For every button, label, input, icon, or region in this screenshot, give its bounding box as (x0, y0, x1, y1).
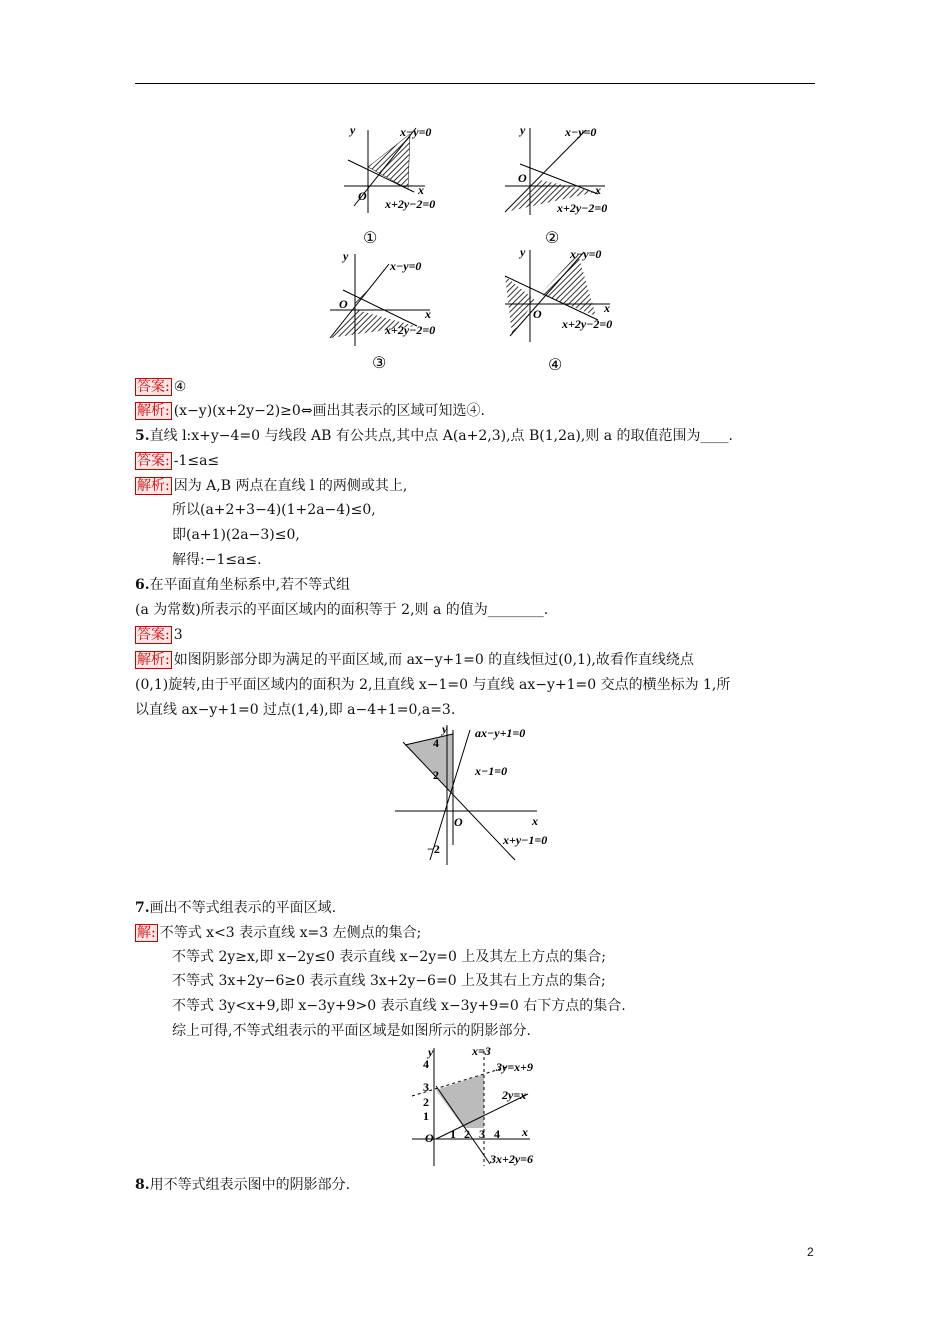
analysis-tag: 解析: (137, 652, 170, 668)
q7-sol-5: 综上可得,不等式组表示的平面区域是如图所示的阴影部分. (172, 1023, 531, 1039)
q5-answer (135, 451, 219, 471)
q7-sol-1 (135, 923, 421, 943)
f3-eq1: x−y=0 (390, 259, 422, 273)
header-rule (135, 83, 815, 84)
q6-analysis-2: (0,1)旋转,由于平面区域内的面积为 2,且直线 x−1=0 与直线 ax−y+1=0 交点的横坐标为 1,所 (135, 677, 731, 693)
q6-stem-text: 在平面直角坐标系中,若不等式组 (149, 577, 351, 593)
f1-origin: O (358, 189, 367, 203)
f1-y-label: y (350, 123, 356, 137)
q4-analysis (135, 401, 485, 421)
q7-fig-o: O (425, 1131, 434, 1145)
q5-step-1: 所以(a+2+3−4)(1+2a−4)≤0, (172, 502, 376, 518)
f2-label: ② (545, 230, 560, 247)
f4-eq1: x−y=0 (570, 247, 602, 261)
q6-answer-value: 3 (173, 627, 183, 643)
q7-fig-yt4: 4 (423, 1057, 429, 1071)
solution-tag: 解: (137, 925, 156, 941)
q7-fig-l4: 3x+2y=6 (490, 1152, 534, 1166)
q6-fig-tm2: −2 (427, 842, 440, 856)
q6-fig-t2: 2 (433, 768, 439, 782)
q7-sol-text-1: 不等式 x<3 表示直线 x=3 左侧点的集合; (159, 925, 422, 941)
f3-x-label: x (425, 307, 431, 321)
answer-tag: 答案: (137, 453, 170, 469)
q5-analysis (135, 476, 407, 496)
q7-fig-xt2: 2 (464, 1127, 470, 1141)
analysis-tag: 解析: (137, 478, 170, 494)
f3-y-label: y (343, 249, 349, 263)
q8-number: 8. (135, 1177, 150, 1193)
q5-stem-text: 直线 l:x+y−4=0 与线段 AB 有公共点,其中点 A(a+2,3),点 B(1,2a),则 a 的取值范围为____. (149, 428, 733, 444)
q7-fig-l3: 2y=x (502, 1088, 527, 1102)
q7-fig-y: y (428, 1046, 434, 1059)
f3-label: ③ (372, 355, 387, 372)
q7-fig-xt3: 3 (479, 1127, 485, 1141)
q6-fig-y: y (442, 725, 448, 736)
figure-2 (500, 120, 625, 250)
f2-y-label: y (520, 123, 526, 137)
q7-stem (135, 898, 336, 918)
q6-analysis-text-1: 如图阴影部分即为满足的平面区域,而 ax−y+1=0 的直线恒过(0,1),故看作直线绕点 (173, 652, 694, 668)
q6-fig-l1: ax−y+1=0 (475, 726, 526, 740)
q7-fig-xt4: 4 (494, 1127, 500, 1141)
q7-stem-text: 画出不等式组表示的平面区域. (149, 900, 337, 916)
q8-stem (135, 1175, 350, 1195)
answer-tag: 答案: (137, 627, 170, 643)
q7-sol-2: 不等式 2y≥x,即 x−2y≤0 表示直线 x−2y=0 上及其左上方点的集合; (172, 949, 607, 965)
q6-number: 6. (135, 577, 150, 593)
f4-origin: O (533, 307, 542, 321)
analysis-tag: 解析: (137, 403, 170, 419)
q7-fig-l1: x=3 (472, 1046, 491, 1058)
q4-analysis-text: (x−y)(x+2y−2)≥0⇔画出其表示的区域可知选④. (173, 403, 485, 419)
figure-q7 (410, 1046, 560, 1171)
q5-analysis-text: 因为 A,B 两点在直线 l 的两侧或其上, (173, 478, 408, 494)
q6-fig-l3: x+y−1=0 (503, 833, 548, 847)
q6-fig-o: O (454, 815, 463, 829)
f1-eq2: x+2y−2=0 (385, 197, 436, 211)
figure-3 (325, 248, 450, 373)
f3-origin: O (339, 297, 348, 311)
q6-fig-x: x (532, 814, 538, 828)
answer-tag: 答案: (137, 379, 170, 395)
q6-analysis-1 (135, 650, 694, 670)
q6-answer (135, 625, 183, 645)
f1-eq1: x−y=0 (400, 125, 432, 139)
q6-analysis-3: 以直线 ax−y+1=0 过点(1,4),即 a−4+1=0,a=3. (135, 702, 456, 718)
q8-stem-text: 用不等式组表示图中的阴影部分. (149, 1177, 351, 1193)
q4-answer-value: ④ (173, 379, 187, 395)
q6-stem-2: (a 为常数)所表示的平面区域内的面积等于 2,则 a 的值为________. (135, 602, 549, 618)
figure-4 (500, 242, 630, 372)
q7-fig-yt1: 1 (423, 1109, 429, 1123)
figure-1 (330, 120, 450, 250)
q6-fig-l2: x−1=0 (475, 764, 508, 778)
f2-eq2: x+2y−2=0 (557, 201, 608, 215)
q5-step-2: 即(a+1)(2a−3)≤0, (172, 527, 300, 543)
f2-x-label: x (595, 183, 601, 197)
q5-step-3: 解得:−1≤a≤. (172, 552, 262, 568)
figure-q6 (395, 725, 575, 870)
q7-sol-3: 不等式 3x+2y−6≥0 表示直线 3x+2y−6=0 上及其右上方点的集合; (172, 973, 606, 989)
page-number: 2 (807, 1245, 814, 1259)
q7-fig-x: x (522, 1125, 528, 1139)
f4-eq2: x+2y−2=0 (562, 317, 613, 331)
q4-answer (135, 377, 186, 397)
q7-fig-yt3: 3 (423, 1080, 429, 1094)
q7-sol-4: 不等式 3y<x+9,即 x−3y+9>0 表示直线 x−3y+9=0 右下方点的集合. (172, 998, 626, 1014)
f1-label: ① (363, 230, 378, 247)
q7-fig-l2: 3y=x+9 (496, 1060, 534, 1074)
f4-label: ④ (548, 357, 563, 372)
q5-answer-value: -1≤a≤ (173, 453, 220, 469)
q7-fig-xt1: 1 (450, 1127, 456, 1141)
f4-x-label: x (604, 301, 610, 315)
f2-eq1: x−y=0 (565, 125, 597, 139)
f2-origin: O (518, 171, 527, 185)
q5-stem (135, 426, 733, 446)
q7-number: 7. (135, 900, 150, 916)
q6-fig-t4: 4 (433, 736, 439, 750)
q5-number: 5. (135, 428, 150, 444)
f3-eq2: x+2y−2=0 (385, 323, 436, 337)
q7-fig-yt2: 2 (423, 1095, 429, 1109)
q6-stem (135, 575, 350, 595)
f1-x-label: x (418, 183, 424, 197)
f4-y-label: y (520, 245, 526, 259)
